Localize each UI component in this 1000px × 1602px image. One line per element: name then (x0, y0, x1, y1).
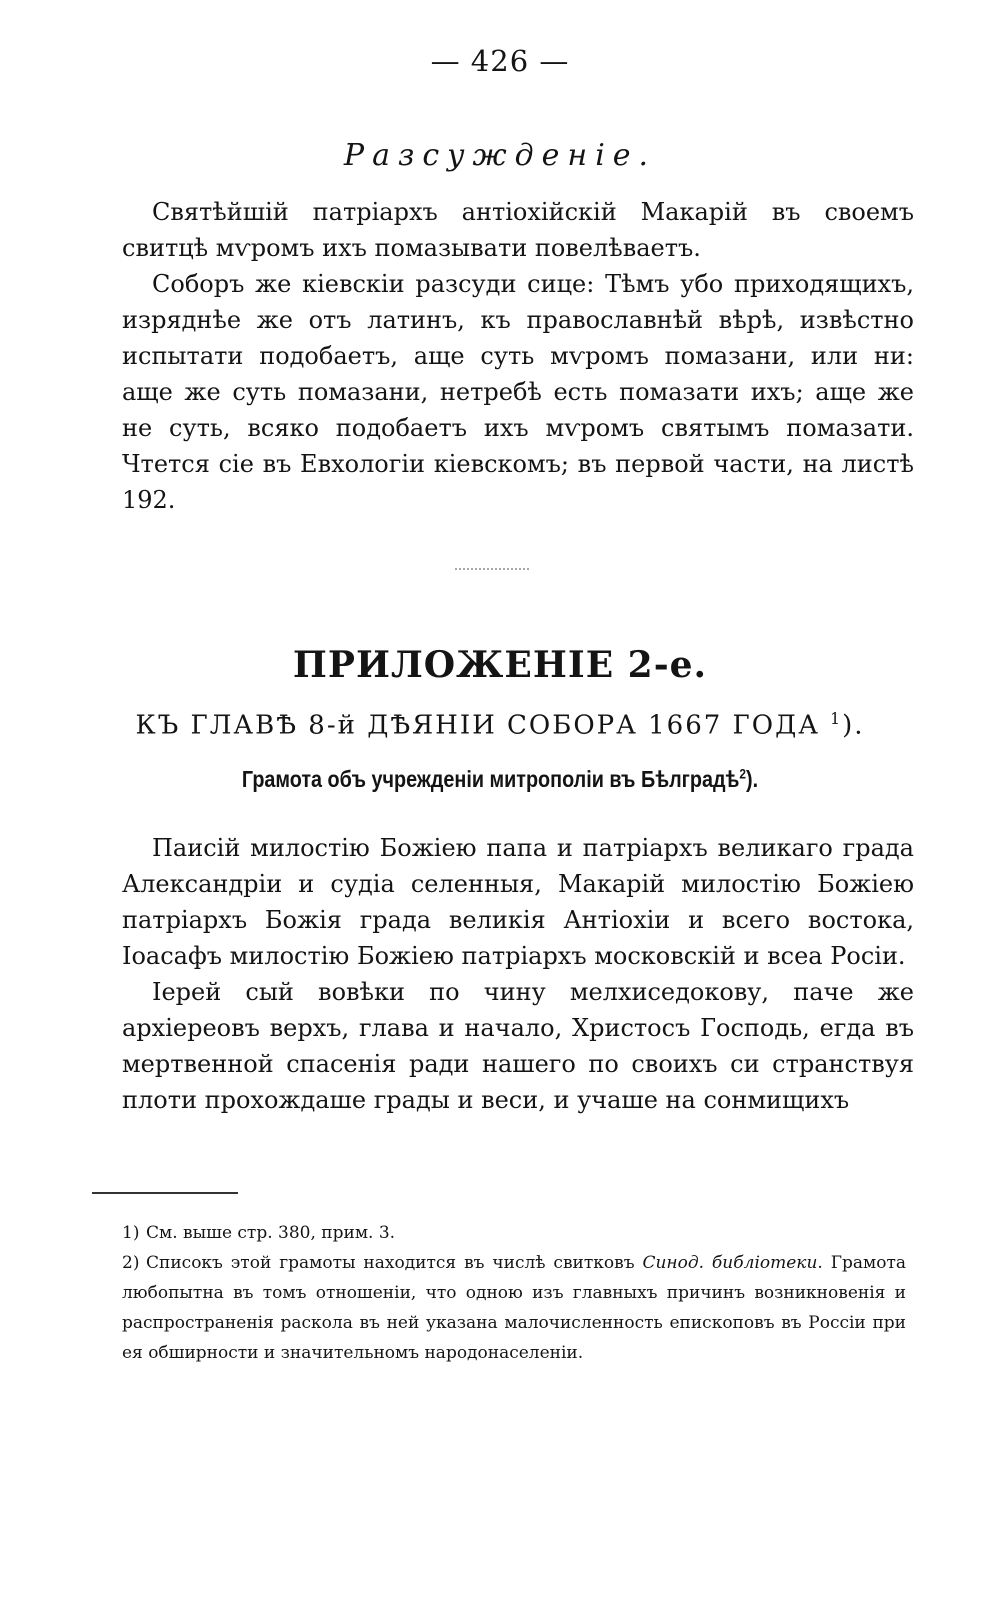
paragraph: Святѣйшій патріархъ антіохійскій Макарій въ своемъ свитцѣ мѵромъ ихъ помазывати повелѣваетъ. (122, 198, 914, 262)
page-number: — 426 — (430, 44, 570, 78)
paragraph: Паисій милостію Божіею папа и патріархъ великаго града Александріи и судіа селенныя, Макарій милостію Божіею патріархъ Божія града великія Антіохіи и всего востока, Іоасафъ милостію Божіею патріархъ московскій и всеа Росіи. (122, 834, 914, 970)
footnote-mark: 2) (122, 1253, 140, 1273)
section-separator (455, 568, 529, 570)
footnote-2 (122, 1248, 906, 1368)
appendix-body (122, 830, 914, 1118)
footnote-ref-1: 1 (830, 710, 843, 728)
paragraph: Іерей сый вовѣки по чину мелхиседокову, паче же архіереовъ верхъ, глава и начало, Христосъ Господь, егда въ мертвенной спасенія ради нашего по своихъ си странствуя плоти прохождаше грады и веси, и учаше на сонмищихъ (122, 978, 914, 1114)
footnote-text: См. выше стр. 380, прим. 3. (146, 1223, 396, 1243)
document-title-text: Грамота объ учрежденіи митрополіи въ Бѣлградѣ (241, 766, 740, 792)
document-title-end: ). (746, 766, 759, 792)
footnote-text: . Грамота любопытна въ томъ отношеніи, что одною изъ главныхъ причинъ возникновенія и распространенія раскола въ ней указана малочисленность епископовъ въ Россіи при ея обширности и значительномъ народонаселеніи. (122, 1253, 906, 1363)
appendix-title: ПРИЛОЖЕНІЕ 2-е. (292, 644, 708, 686)
section-body (122, 194, 914, 518)
footnote-italic-text: Синод. библіотеки (642, 1253, 818, 1273)
footnote-mark: 1) (122, 1223, 140, 1243)
appendix-subtitle-text: КЪ ГЛАВѢ 8-й ДѢЯНІИ СОБОРА 1667 ГОДА (135, 710, 820, 741)
document-title (70, 766, 930, 793)
footnote-ref-2: 2 (739, 766, 747, 782)
section-heading: Разсужденіе. (343, 138, 657, 173)
footnotes (122, 1218, 906, 1368)
appendix-subtitle-end: ). (842, 710, 865, 741)
footnote-text: Списокъ этой грамоты находится въ числѣ свитковъ (146, 1253, 643, 1273)
paragraph: Соборъ же кіевскіи разсуди сице: Тѣмъ убо приходящихъ, изряднѣе же отъ латинъ, къ православнѣй вѣрѣ, извѣстно испытати подобаетъ, аще суть мѵромъ помазани, или ни: аще же суть помазани, нетребѣ есть помазати ихъ; аще же не суть, всяко подобаетъ ихъ мѵромъ святымъ помазати. Чтется сіе въ Евхологіи кіевскомъ; въ первой части, на листѣ 192. (122, 270, 914, 514)
appendix-subtitle (0, 710, 1000, 741)
footnote-1 (122, 1218, 906, 1248)
footnote-rule (92, 1192, 238, 1194)
